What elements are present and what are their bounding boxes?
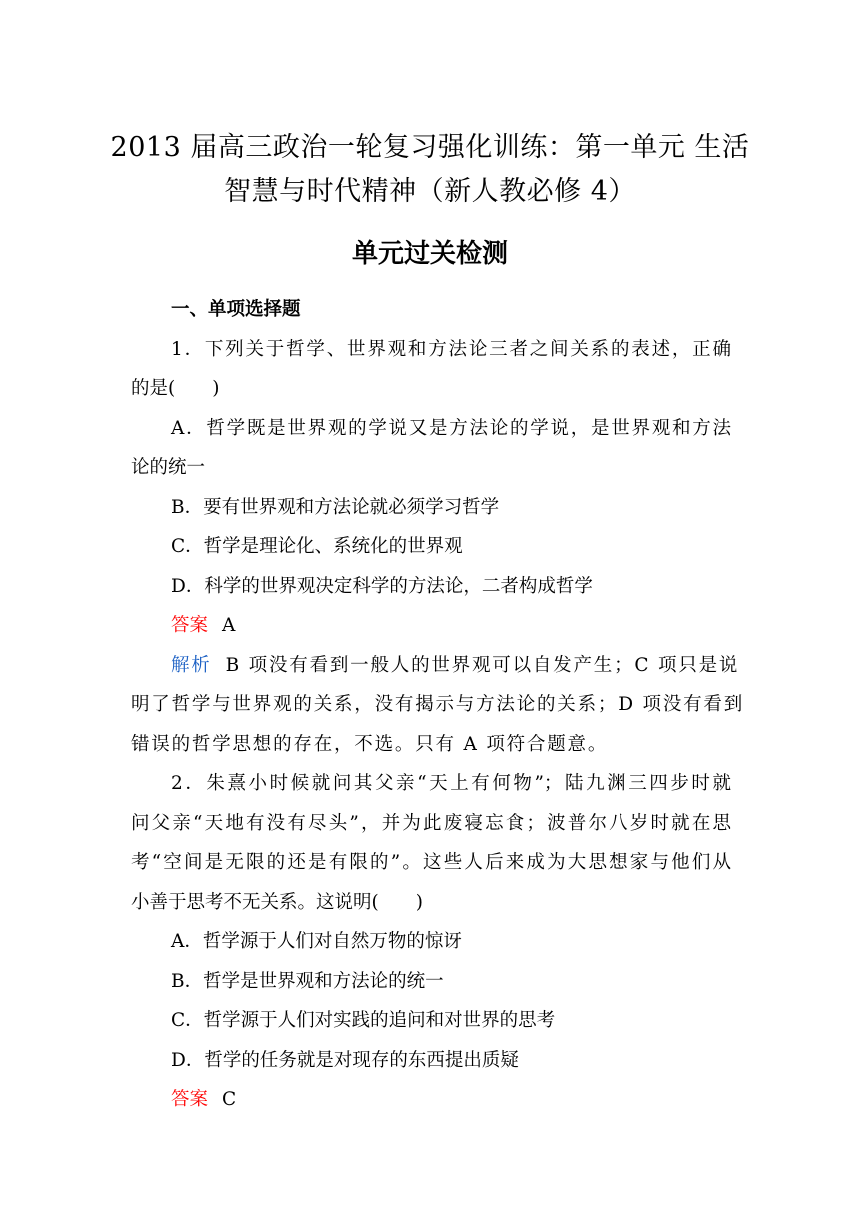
- q1-analysis-label: 解析: [171, 654, 212, 676]
- document-subtitle: 单元过关检测: [351, 239, 508, 269]
- document-title: [110, 126, 750, 214]
- q1-option-c: C．哲学是理论化、系统化的世界观: [171, 536, 463, 557]
- q2-stem-line-3: 考“空间是无限的还是有限的”。这些人后来成为大思想家与他们从: [131, 852, 731, 873]
- q1-analysis-line-2: 明了哲学与世界观的关系，没有揭示与方法论的关系；D 项没有看到: [131, 694, 745, 715]
- q2-stem-line-2: 问父亲“天地有没有尽头”，并为此废寝忘食；波普尔八岁时就在思: [131, 812, 731, 834]
- q1-analysis-text-1: B 项没有看到一般人的世界观可以自发产生；C 项只是说: [225, 654, 740, 676]
- title-line-2: 智慧与时代精神（新人教必修 4）: [224, 176, 636, 207]
- q1-option-a-line-1: A．哲学既是世界观的学说又是方法论的学说，是世界观和方法: [171, 417, 731, 439]
- q1-analysis-line-3: 错误的哲学思想的存在，不选。只有 A 项符合题意。: [131, 733, 609, 755]
- q2-option-d: D．哲学的任务就是对现存的东西提出质疑: [171, 1049, 519, 1071]
- q1-answer: [131, 606, 731, 646]
- q1-option-b: B．要有世界观和方法论就必须学习哲学: [171, 496, 500, 518]
- q2-stem-line-1: 2．朱熹小时候就问其父亲“天上有何物”；陆九渊三四步时就: [171, 773, 731, 794]
- q1-answer-label: 答案: [171, 615, 209, 636]
- q2-option-a: A．哲学源于人们对自然万物的惊讶: [171, 931, 462, 952]
- section-heading: 一、单项选择题: [171, 299, 301, 320]
- q1-option-a-line-2: 论的统一: [131, 457, 206, 478]
- q1-option-d: D．科学的世界观决定科学的方法论，二者构成哲学: [171, 575, 593, 597]
- document-body: [131, 290, 745, 1120]
- q2-stem-line-4: 小善于思考不无关系。这说明( ): [131, 891, 423, 913]
- q2-answer-label: 答案: [171, 1089, 209, 1110]
- q2-answer-value: C: [222, 1089, 237, 1110]
- q2-option-c: C．哲学源于人们对实践的追问和对世界的思考: [171, 1010, 556, 1031]
- q2-option-b: B．哲学是世界观和方法论的统一: [171, 970, 444, 992]
- q1-analysis-line-1: [131, 646, 740, 686]
- q1-stem-line-2: 的是( ): [131, 378, 220, 399]
- q1-answer-value: A: [222, 615, 236, 636]
- q1-stem-line-1: 1．下列关于哲学、世界观和方法论三者之间关系的表述，正确: [171, 338, 731, 360]
- title-line-1: 2013 届高三政治一轮复习强化训练：第一单元 生活: [110, 132, 750, 163]
- q2-answer: [131, 1080, 731, 1120]
